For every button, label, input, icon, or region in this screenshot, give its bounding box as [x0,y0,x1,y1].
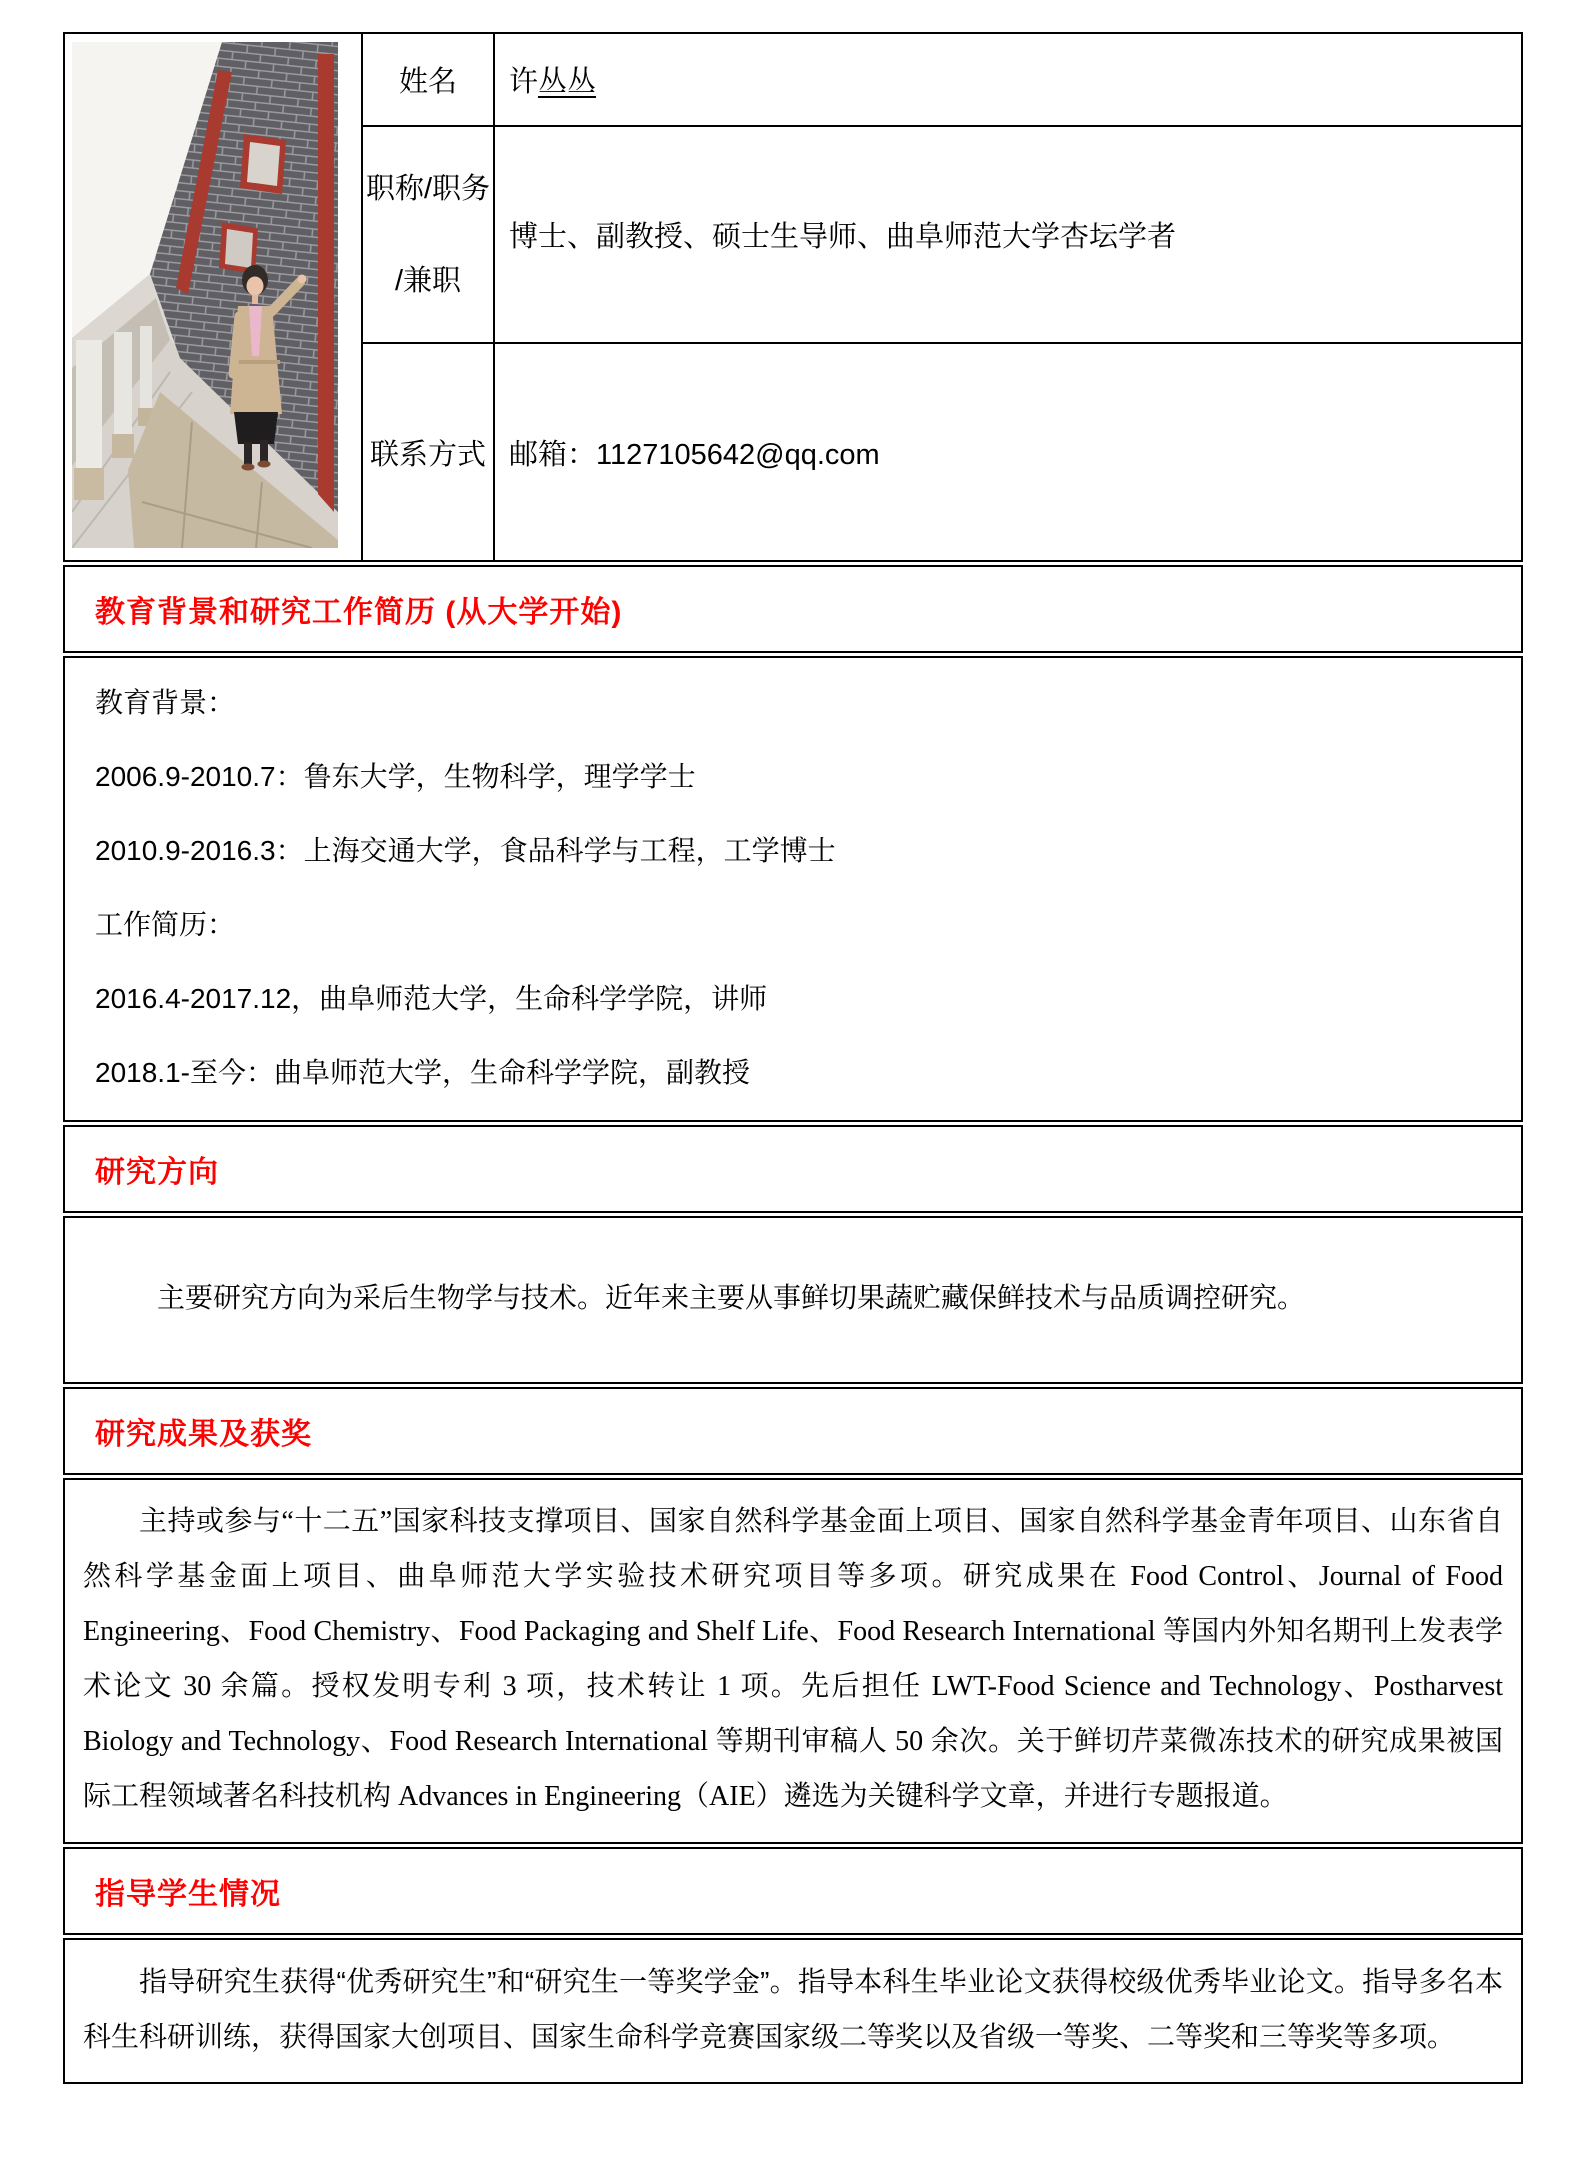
section-body-research-direction [63,1216,1523,1384]
name-label: 姓名 [362,33,494,126]
achievements-paragraph: 主持或参与“十二五”国家科技支撑项目、国家自然科学基金面上项目、国家自然科学基金青年项目、山东省自然科学基金面上项目、曲阜师范大学实验技术研究项目等多项。研究成果在 Food Control、Journal of Food Engineering、Food Chemistry、Food Packaging and Shelf Life、Food Research International 等国内外知名期刊上发表学术论文 30 余篇。授权发明专利 3 项，技术转让 1 项。先后担任 LWT-Food Science and Technology、Postharvest Biology and Technology、Food Research International 等期刊审稿人 50 余次。关于鲜切芹菜微冻技术的研究成果被国际工程领域著名科技机构 Advances in Engineering（AIE）遴选为关键科学文章，并进行专题报道。 [83,1506,1503,1812]
photo-cell [64,33,362,561]
title-label [362,126,494,343]
section-body-education [63,656,1523,1122]
name-value-plain: 许 [509,66,539,98]
lowered-arm [233,316,239,374]
title-value: 博士、副教授、硕士生导师、曲阜师范大学杏坛学者 [494,126,1522,343]
education-line: 2018.1-至今：曲阜师范大学，生命科学学院，副教授 [95,1057,750,1088]
shoe [258,460,271,467]
research-direction-paragraph: 主要研究方向为采后生物学与技术。近年来主要从事鲜切果蔬贮藏保鲜技术与品质调控研究。 [157,1282,1306,1313]
name-value [494,33,1522,126]
faculty-portrait-photo [72,42,338,548]
education-line: 教育背景： [95,687,236,718]
education-line: 2010.9-2016.3：上海交通大学，食品科学与工程，工学博士 [95,835,836,866]
name-value-underlined: 丛丛 [538,66,597,98]
document-content [63,32,1523,2084]
black-skirt [234,412,278,444]
students-paragraph: 指导研究生获得“优秀研究生”和“研究生一等奖学金”。指导本科生毕业论文获得校级优秀毕业论文。指导多名本科生科研训练，获得国家大创项目、国家生命科学竞赛国家级二等奖以及省级一等奖、二等奖和三等奖等多项。 [83,1966,1503,2052]
section-title-students: 指导学生情况 [63,1847,1523,1935]
title-label-stack [364,143,492,327]
leg [244,442,252,464]
profile-table [63,32,1523,562]
contact-email-value: 邮箱：1127105642@qq.com [494,343,1522,561]
education-line: 2016.4-2017.12，曲阜师范大学，生命科学学院，讲师 [95,983,768,1014]
contact-label: 联系方式 [362,343,494,561]
face [247,276,264,295]
neck [252,295,258,304]
leg [260,440,268,462]
hand [298,274,307,283]
education-line: 工作简历： [95,909,236,940]
section-body-students [63,1938,1523,2084]
table-row [64,33,1522,126]
shoe [242,463,255,470]
section-title-education: 教育背景和研究工作简历 (从大学开始) [63,565,1523,653]
section-body-achievements [63,1478,1523,1844]
title-label-line2: /兼职 [394,264,462,297]
section-title-achievements: 研究成果及获奖 [63,1387,1523,1475]
education-line: 2006.9-2010.7：鲁东大学，生物科学，理学学士 [95,761,696,792]
section-title-research-direction: 研究方向 [63,1125,1523,1213]
title-label-line1: 职称/职务 [365,172,491,205]
